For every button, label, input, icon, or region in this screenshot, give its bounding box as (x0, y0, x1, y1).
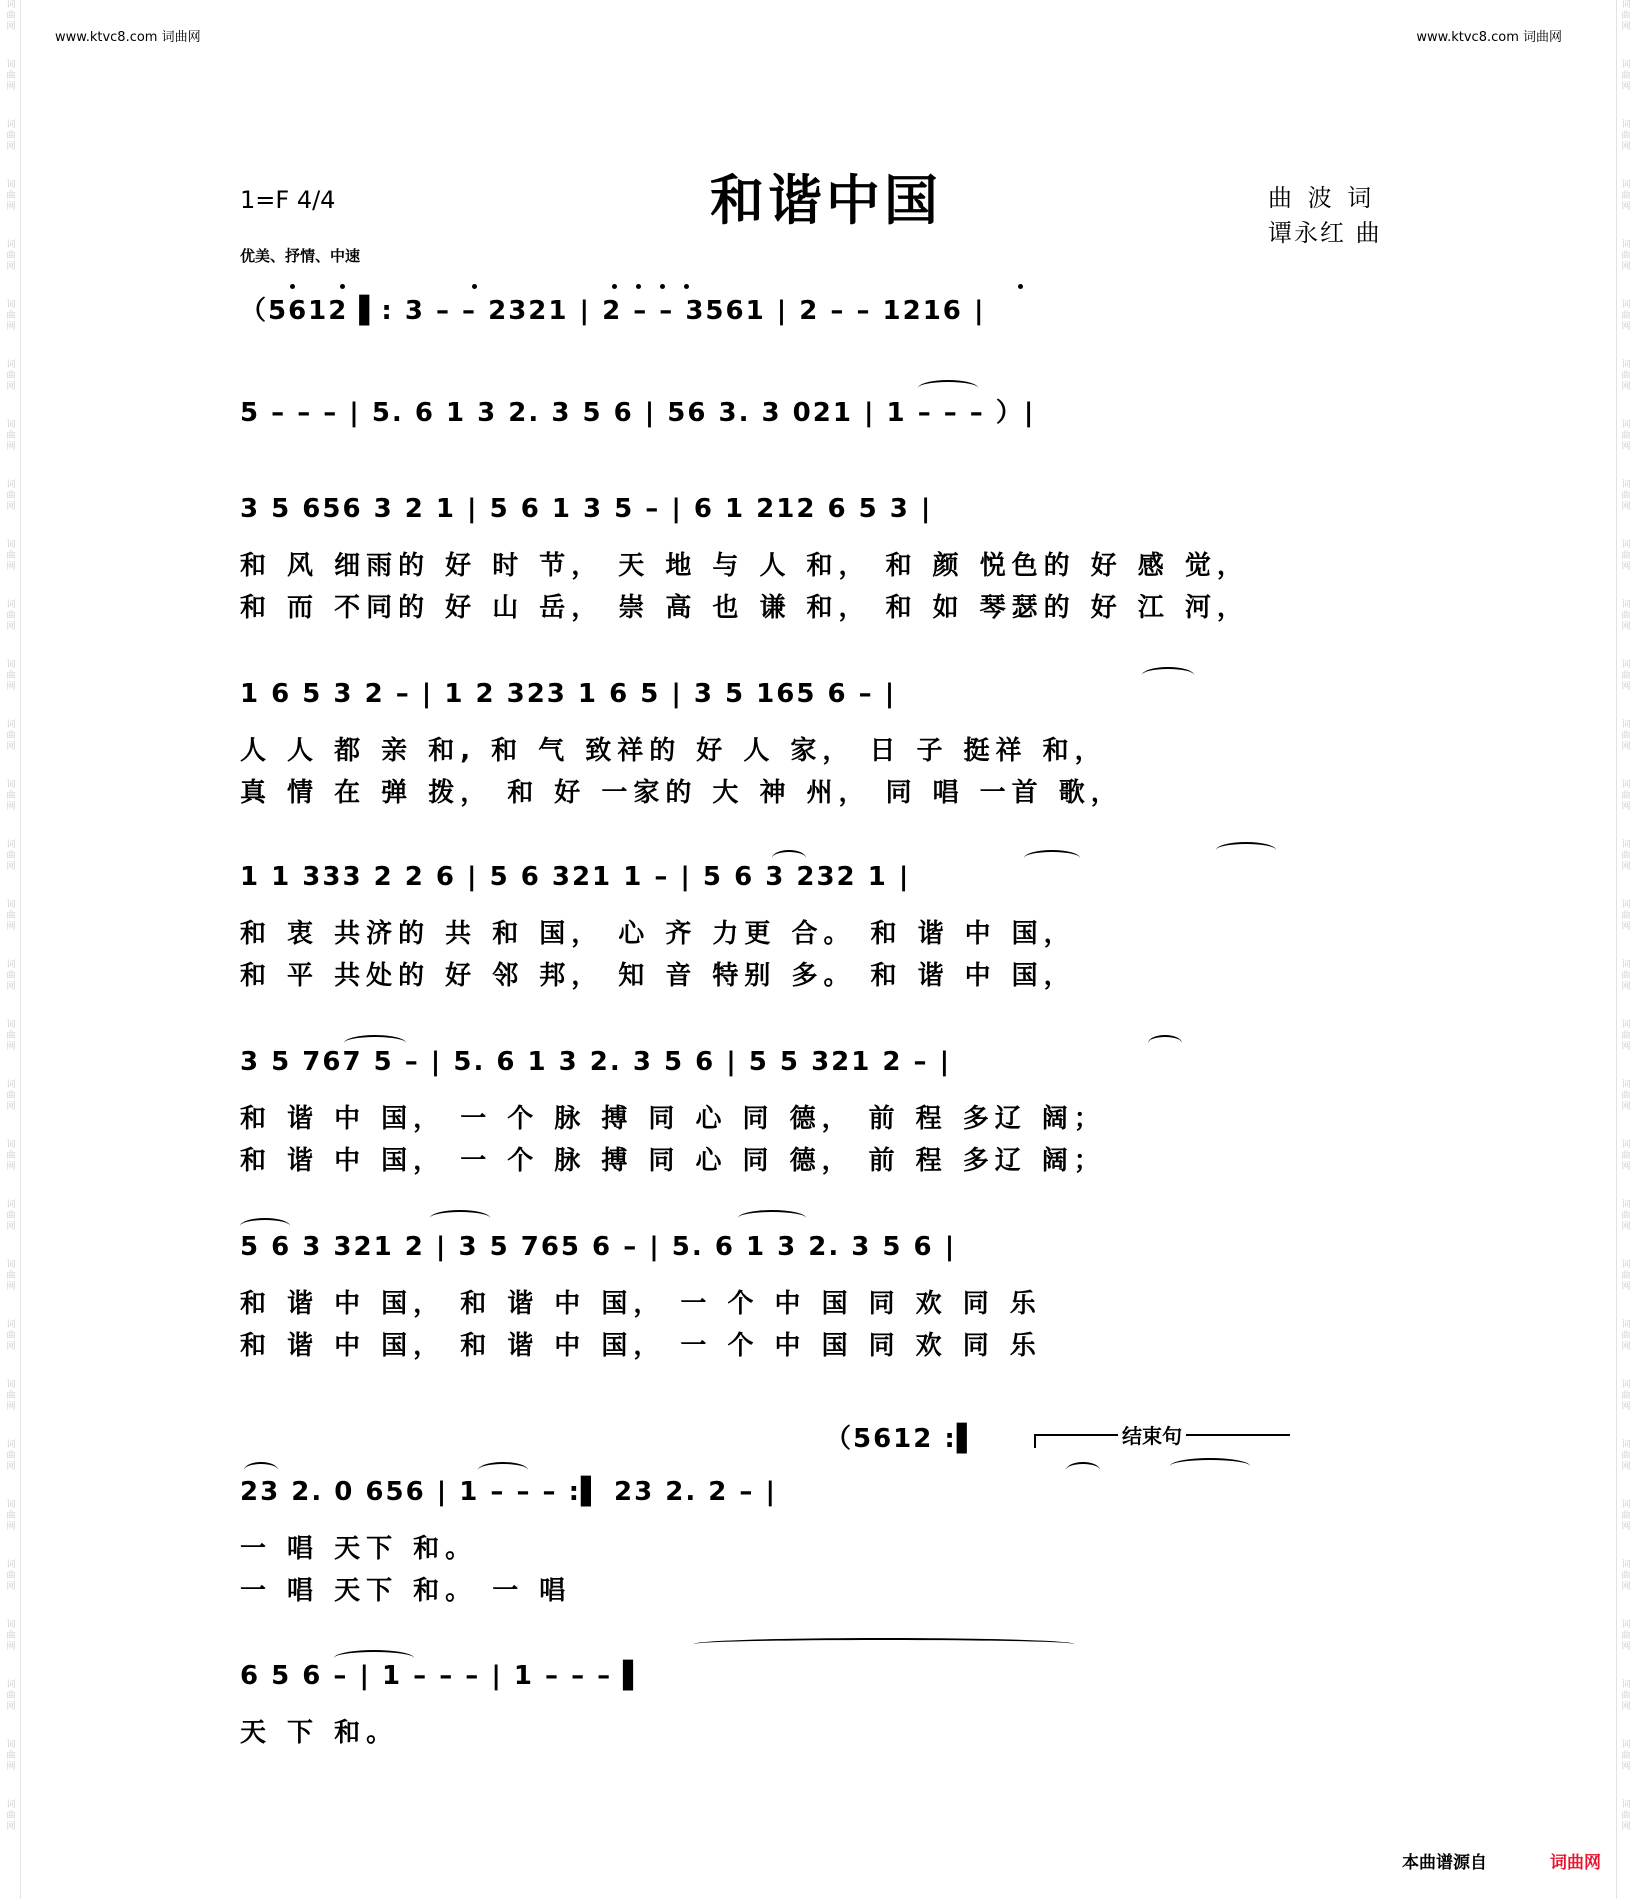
side-watermark-mark: 词曲网 (6, 1380, 16, 1412)
side-watermark-mark: 词曲网 (1621, 360, 1631, 392)
side-watermark-mark: 词曲网 (1621, 1620, 1631, 1652)
lyrics-verse-1: 和 衷 共济的 共 和 国， 心 齐 力更 合。 和 谐 中 国， (240, 919, 1076, 949)
source-label: 本曲谱源自 (1402, 1853, 1487, 1873)
lyrics-verse-1: 人 人 都 亲 和, 和 气 致祥的 好 人 家， 日 子 挺祥 和， (240, 736, 1107, 766)
side-watermark-mark: 词曲网 (6, 1740, 16, 1772)
prelude-repeat: （5612 :▌ (825, 1424, 979, 1454)
high-octave-dot (340, 284, 345, 289)
side-watermark-mark: 词曲网 (1621, 1020, 1631, 1052)
side-watermark-mark: 词曲网 (6, 960, 16, 992)
slur-mark (240, 1218, 290, 1234)
notes-line: 5 – – – | 5. 6 1 3 2. 3 5 6 | 56 3. 3 021 | 1 – – – ）| (240, 398, 1036, 428)
slur-mark (344, 1035, 406, 1051)
side-watermark-mark: 词曲网 (6, 1800, 16, 1832)
side-watermark-mark: 词曲网 (1621, 1260, 1631, 1292)
side-watermark-mark: 词曲网 (6, 1620, 16, 1652)
side-watermark-mark: 词曲网 (1621, 120, 1631, 152)
high-octave-dot (612, 284, 617, 289)
slur-mark (430, 1210, 490, 1226)
lyrics-verse-2: 和 平 共处的 好 邻 邦， 知 音 特别 多。 和 谐 中 国， (240, 961, 1076, 991)
high-octave-dot (472, 284, 477, 289)
side-watermark-mark: 词曲网 (6, 360, 16, 392)
lyrics-verse-1: 和 谐 中 国， 和 谐 中 国， 一 个 中 国 同 欢 同 乐 (240, 1289, 1042, 1319)
side-watermark-mark: 词曲网 (6, 1500, 16, 1532)
side-watermark-mark: 词曲网 (6, 300, 16, 332)
high-octave-dot (660, 284, 665, 289)
tie-mark (694, 1638, 1074, 1650)
slur-mark (1066, 1462, 1100, 1478)
side-watermark-mark: 词曲网 (1621, 0, 1631, 32)
side-watermark-mark: 词曲网 (1621, 720, 1631, 752)
side-watermark-mark: 词曲网 (6, 60, 16, 92)
high-octave-dot (1018, 284, 1023, 289)
notes-line: 1 1 333 2 2 6 | 5 6 321 1 – | 5 6 3 232 1 | (240, 862, 911, 892)
side-watermark-mark: 词曲网 (6, 480, 16, 512)
side-watermark-mark: 词曲网 (1621, 1080, 1631, 1112)
side-watermark-mark: 词曲网 (1621, 1200, 1631, 1232)
side-watermark-mark: 词曲网 (1621, 1440, 1631, 1472)
watermark-site-right: www.ktvc8.com 词曲网 (1416, 30, 1562, 45)
side-watermark-mark: 词曲网 (1621, 60, 1631, 92)
side-watermark-mark: 词曲网 (1621, 540, 1631, 572)
side-watermark-mark: 词曲网 (6, 1560, 16, 1592)
side-watermark-mark: 词曲网 (6, 1200, 16, 1232)
lyrics-verse-1: 和 谐 中 国， 一 个 脉 搏 同 心 同 德， 前 程 多辽 阔； (240, 1104, 1106, 1134)
side-watermark-mark: 词曲网 (1621, 1500, 1631, 1532)
notes-line: 23 2. 0 656 | 1 – – – :▌ 23 2. 2 – | (240, 1477, 777, 1507)
side-watermark-mark: 词曲网 (6, 780, 16, 812)
footer-brand-link[interactable]: 词曲网 (1550, 1853, 1601, 1873)
tempo-marking: 优美、抒情、中速 (240, 247, 361, 265)
slur-mark (478, 1462, 528, 1478)
notes-line: （5612 ▌: 3 – – 2321 | 2 – – 3561 | 2 – – 1216 | (240, 296, 986, 326)
lyrics-verse-1: 一 唱 天下 和。 (240, 1534, 478, 1564)
notes-line: 5 6 3 321 2 | 3 5 765 6 – | 5. 6 1 3 2. 3 5 6 | (240, 1232, 957, 1262)
side-watermark-mark: 词曲网 (1621, 780, 1631, 812)
side-watermark-mark: 词曲网 (6, 1020, 16, 1052)
side-watermark-mark: 词曲网 (6, 600, 16, 632)
side-watermark-mark: 词曲网 (1621, 660, 1631, 692)
notes-line: 1 6 5 3 2 – | 1 2 323 1 6 5 | 3 5 165 6 – | (240, 679, 897, 709)
ending-bracket-hook (1034, 1434, 1036, 1448)
left-watermark-rail (2, 0, 20, 1899)
side-watermark-mark: 词曲网 (6, 240, 16, 272)
lyrics-verse-2: 和 而 不同的 好 山 岳， 崇 高 也 谦 和， 和 如 琴瑟的 好 江 河， (240, 593, 1249, 623)
side-watermark-mark: 词曲网 (6, 0, 16, 32)
notes-line: 3 5 656 3 2 1 | 5 6 1 3 5 – | 6 1 212 6 5 3 | (240, 494, 933, 524)
side-watermark-mark: 词曲网 (1621, 960, 1631, 992)
side-watermark-mark: 词曲网 (6, 420, 16, 452)
side-watermark-mark: 词曲网 (1621, 1680, 1631, 1712)
lyrics-verse-2: 和 谐 中 国， 和 谐 中 国， 一 个 中 国 同 欢 同 乐 (240, 1331, 1042, 1361)
side-watermark-mark: 词曲网 (6, 540, 16, 572)
side-watermark-mark: 词曲网 (6, 1320, 16, 1352)
slur-mark (738, 1210, 806, 1226)
lyrics-verse-2: 和 谐 中 国， 一 个 脉 搏 同 心 同 德， 前 程 多辽 阔； (240, 1146, 1106, 1176)
side-watermark-mark: 词曲网 (1621, 600, 1631, 632)
side-watermark-mark: 词曲网 (6, 1440, 16, 1472)
slur-mark (1142, 667, 1194, 683)
slur-mark (334, 1650, 414, 1666)
slur-mark (1216, 842, 1276, 858)
high-octave-dot (684, 284, 689, 289)
side-watermark-mark: 词曲网 (1621, 1740, 1631, 1772)
side-watermark-mark: 词曲网 (6, 1680, 16, 1712)
left-rail-line (20, 0, 21, 1899)
side-watermark-mark: 词曲网 (1621, 480, 1631, 512)
right-watermark-rail (1617, 0, 1635, 1899)
lyrics-verse-1: 天 下 和。 (240, 1718, 399, 1748)
side-watermark-mark: 词曲网 (6, 180, 16, 212)
side-watermark-mark: 词曲网 (1621, 1320, 1631, 1352)
side-watermark-mark: 词曲网 (6, 120, 16, 152)
slur-mark (244, 1462, 278, 1478)
slur-mark (918, 380, 978, 396)
side-watermark-mark: 词曲网 (1621, 1560, 1631, 1592)
high-octave-dot (290, 284, 295, 289)
side-watermark-mark: 词曲网 (1621, 1140, 1631, 1172)
side-watermark-mark: 词曲网 (1621, 900, 1631, 932)
watermark-site-left: www.ktvc8.com 词曲网 (55, 30, 201, 45)
side-watermark-mark: 词曲网 (6, 840, 16, 872)
slur-mark (1024, 850, 1080, 866)
slur-mark (1148, 1035, 1182, 1051)
side-watermark-mark: 词曲网 (1621, 1380, 1631, 1412)
lyrics-verse-1: 和 风 细雨的 好 时 节， 天 地 与 人 和， 和 颜 悦色的 好 感 觉， (240, 551, 1249, 581)
song-title: 和谐中国 (710, 169, 942, 232)
notes-line: 3 5 767 5 – | 5. 6 1 3 2. 3 5 6 | 5 5 321 2 – | (240, 1047, 952, 1077)
side-watermark-mark: 词曲网 (6, 720, 16, 752)
lyrics-verse-2: 一 唱 天下 和。 一 唱 (240, 1576, 572, 1606)
side-watermark-mark: 词曲网 (1621, 300, 1631, 332)
side-watermark-mark: 词曲网 (1621, 840, 1631, 872)
side-watermark-mark: 词曲网 (1621, 1800, 1631, 1832)
side-watermark-mark: 词曲网 (6, 900, 16, 932)
side-watermark-mark: 词曲网 (1621, 240, 1631, 272)
lyrics-verse-2: 真 情 在 弹 拨， 和 好 一家的 大 神 州， 同 唱 一首 歌， (240, 778, 1123, 808)
slur-mark (772, 850, 806, 866)
side-watermark-mark: 词曲网 (6, 1140, 16, 1172)
notes-line: 6 5 6 – | 1 – – – | 1 – – – ▌ (240, 1661, 646, 1691)
side-watermark-mark: 词曲网 (6, 1080, 16, 1112)
side-watermark-mark: 词曲网 (1621, 420, 1631, 452)
side-watermark-mark: 词曲网 (1621, 180, 1631, 212)
lyricist-credit: 曲 波 词 (1268, 184, 1376, 212)
high-octave-dot (636, 284, 641, 289)
key-time-signature: 1=F 4/4 (240, 186, 336, 214)
ending-label: 结束句 (1118, 1420, 1186, 1449)
side-watermark-mark: 词曲网 (6, 660, 16, 692)
side-watermark-mark: 词曲网 (6, 1260, 16, 1292)
composer-credit: 谭永红 曲 (1268, 219, 1382, 247)
slur-mark (1170, 1458, 1250, 1474)
